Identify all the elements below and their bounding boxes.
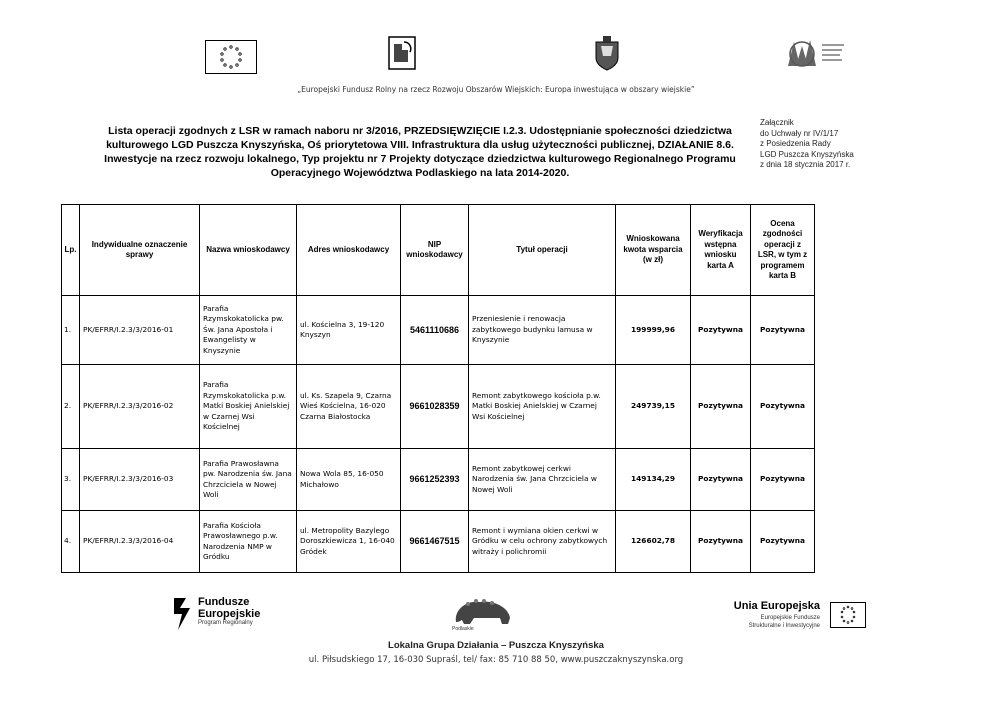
column-header: Adres wnioskodawcy: [297, 205, 401, 296]
evaluation-cell: Pozytywna: [751, 511, 815, 573]
puszcza-knyszynska-logo-icon: [778, 36, 848, 72]
document-title: Lista operacji zgodnych z LSR w ramach naboru nr 3/2016, PRZEDSIĘWZIĘCIE I.2.3. Udostępnianie społeczności dziedzictwa kulturowego LGD Puszcza Knyszyńska, Oś priorytetowa VIII. Infrastruktura dla usług użyteczności publicznej, DZIAŁANIE 8.6. Inwestycje na rzecz rozwoju lokalnego, Typ projektu nr 7 Projekty dotyczące dziedzictwa kulturowego Regionalnego Programu Operacyjnego Województwa Podlaskiego na lata 2014-2020.: [104, 125, 736, 179]
nip-cell: 5461110686: [401, 296, 469, 365]
annex-line: Załącznik: [760, 118, 794, 127]
name-cell: Parafia Kościoła Prawosławnego p.w. Narodzenia NMP w Gródku: [200, 511, 297, 573]
eu-flag-icon: [830, 602, 866, 628]
column-header: Nazwa wnioskodawcy: [200, 205, 297, 296]
operations-table: [61, 204, 815, 573]
lp-cell: 4.: [62, 511, 80, 573]
column-header: Tytuł operacji: [469, 205, 616, 296]
evaluation-cell: Pozytywna: [751, 449, 815, 511]
annex-line: do Uchwały nr IV/1/17: [760, 128, 839, 138]
ue-subtitle-2: Strukturalne i Inwestycyjne: [748, 623, 820, 629]
verification-cell: Pozytywna: [691, 449, 751, 511]
amount-cell: 249739,15: [616, 365, 691, 449]
verification-cell: Pozytywna: [691, 296, 751, 365]
podlaskie-crest-icon: [592, 34, 622, 72]
column-header: Indywidualne oznaczenie sprawy: [80, 205, 200, 296]
title-cell: Remont zabytkowej cerkwi Narodzenia św. Jana Chrzciciela w Nowej Woli: [469, 449, 616, 511]
name-cell: Parafia Rzymskokatolicka pw. Św. Jana Apostoła i Ewangelisty w Knyszynie: [200, 296, 297, 365]
address-cell: ul. Metropolity Bazylego Doroszkiewicza 1, 16-040 Gródek: [297, 511, 401, 573]
leader-logo-icon: [388, 36, 416, 70]
column-header: Ocena zgodności operacji z LSR, w tym z programem karta B: [751, 205, 815, 296]
address-cell: ul. Kościelna 3, 19-120 Knyszyn: [297, 296, 401, 365]
table-header-row: [62, 205, 815, 296]
fe-subtitle: Program Regionalny: [198, 620, 253, 626]
nip-cell: 9661252393: [401, 449, 469, 511]
name-cell: Parafia Prawosławna pw. Narodzenia św. Jana Chrzciciela w Nowej Woli: [200, 449, 297, 511]
amount-cell: 126602,78: [616, 511, 691, 573]
nip-cell: 9661467515: [401, 511, 469, 573]
eu-flag-icon: [205, 40, 257, 74]
unia-europejska-logo: [706, 600, 866, 640]
verification-cell: Pozytywna: [691, 511, 751, 573]
column-header: Weryfikacja wstępna wniosku karta A: [691, 205, 751, 296]
name-cell: Parafia Rzymskokatolicka p.w. Matki Boskiej Anielskiej w Czarnej Wsi Kościelnej: [200, 365, 297, 449]
evaluation-cell: Pozytywna: [751, 296, 815, 365]
fe-line2: Europejskie: [198, 608, 261, 620]
address-cell: ul. Ks. Szapela 9, Czarna Wieś Kościelna, 16-020 Czarna Białostocka: [297, 365, 401, 449]
table-row: [62, 449, 815, 511]
footer-logos: [0, 594, 992, 640]
annex-line: z Posiedzenia Rady: [760, 139, 831, 148]
title-cell: Przeniesienie i renowacja zabytkowego budynku lamusa w Knyszynie: [469, 296, 616, 365]
nip-cell: 9661028359: [401, 365, 469, 449]
amount-cell: 149134,29: [616, 449, 691, 511]
address-cell: Nowa Wola 85, 16-050 Michałowo: [297, 449, 401, 511]
fundusze-europejskie-logo: [172, 594, 302, 636]
program-tagline: „Europejski Fundusz Rolny na rzecz Rozwoju Obszarów Wiejskich: Europa inwestująca w obszary wiejskie”: [297, 85, 695, 94]
title-cell: Remont i wymiana okien cerkwi w Gródku w celu ochrony zabytkowych witraży i polichromii: [469, 511, 616, 573]
podlaskie-bison-logo-icon: [448, 596, 518, 632]
amount-cell: 199999,96: [616, 296, 691, 365]
case-cell: PK/EFRR/I.2.3/3/2016-01: [80, 296, 200, 365]
header-logos: [0, 36, 992, 76]
evaluation-cell: Pozytywna: [751, 365, 815, 449]
annex-note: [760, 118, 900, 171]
column-header: NIP wnioskodawcy: [401, 205, 469, 296]
column-header: Wnioskowana kwota wsparcia (w zł): [616, 205, 691, 296]
ue-subtitle-1: Europejskie Fundusze: [760, 615, 820, 621]
table-row: [62, 296, 815, 365]
fe-title: [198, 596, 260, 620]
lp-cell: 3.: [62, 449, 80, 511]
verification-cell: Pozytywna: [691, 365, 751, 449]
table-row: [62, 365, 815, 449]
annex-line: LGD Puszcza Knyszyńska: [760, 149, 854, 159]
lp-cell: 1.: [62, 296, 80, 365]
table-row: [62, 511, 815, 573]
case-cell: PK/EFRR/I.2.3/3/2016-04: [80, 511, 200, 573]
fe-line1: Fundusze: [198, 596, 250, 608]
bison-label: Podlaskie: [452, 626, 474, 632]
column-header: Lp.: [62, 205, 80, 296]
ue-title: Unia Europejska: [733, 600, 820, 612]
lp-cell: 2.: [62, 365, 80, 449]
title-cell: Remont zabytkowego kościoła p.w. Matki Boskiej Anielskiej w Czarnej Wsi Kościelnej: [469, 365, 616, 449]
annex-line: z dnia 18 stycznia 2017 r.: [760, 160, 851, 169]
fundusze-europejskie-mark-icon: [172, 596, 192, 632]
lgd-name: Lokalna Grupa Działania – Puszcza Knyszyńska: [388, 640, 604, 651]
case-cell: PK/EFRR/I.2.3/3/2016-03: [80, 449, 200, 511]
case-cell: PK/EFRR/I.2.3/3/2016-02: [80, 365, 200, 449]
lgd-address: ul. Piłsudskiego 17, 16-030 Supraśl, tel/ fax: 85 710 88 50, www.puszczaknyszynska.org: [308, 655, 684, 665]
